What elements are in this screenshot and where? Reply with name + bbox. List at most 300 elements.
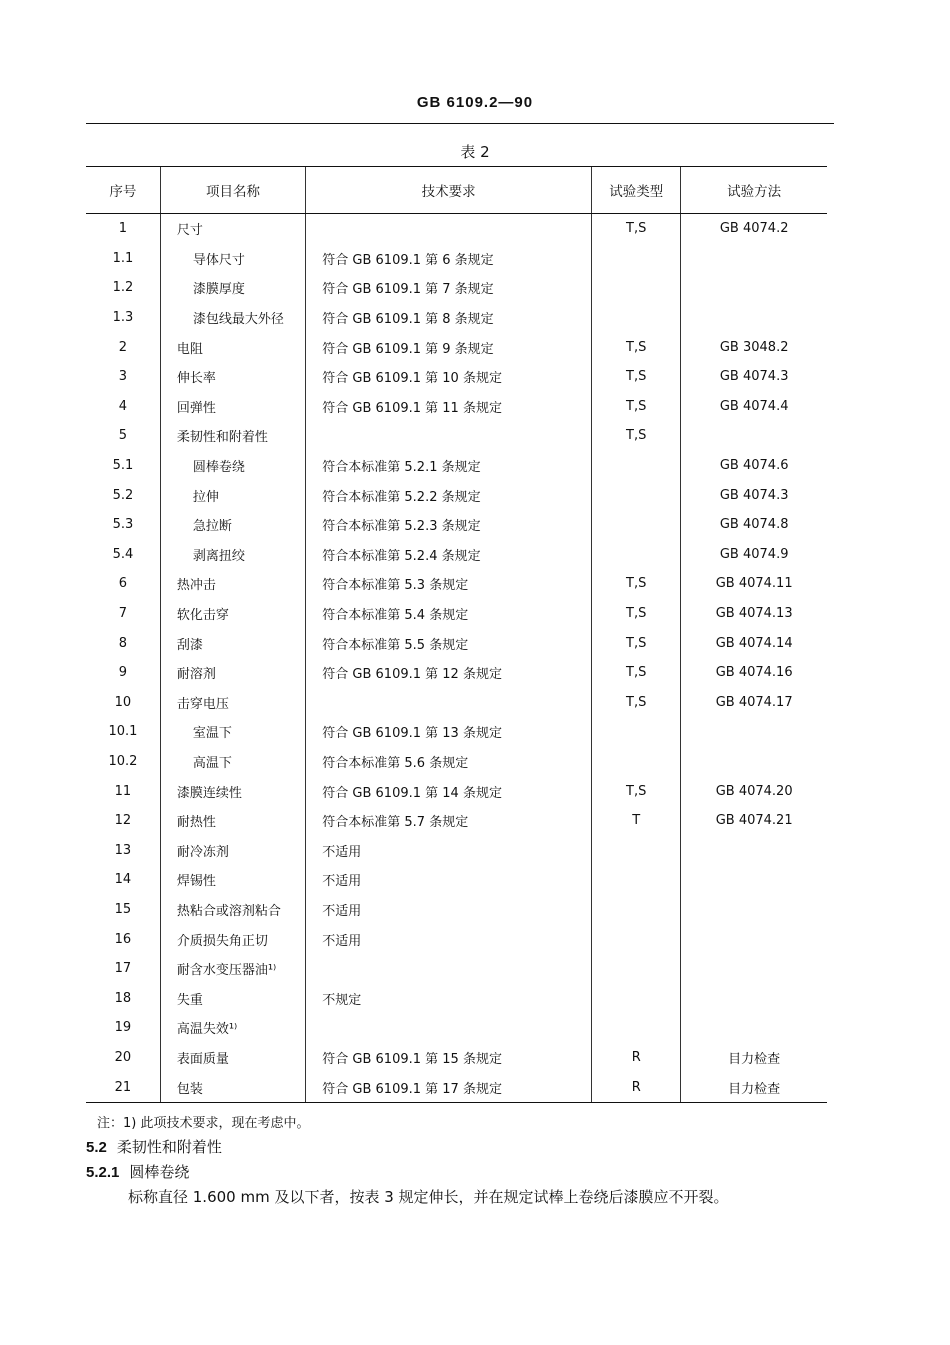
technical-requirement-cell	[306, 421, 592, 451]
row-number: 9	[118, 665, 128, 681]
technical-requirement: 符合本标准第 5.6 条规定	[322, 755, 469, 771]
table-row	[86, 1013, 827, 1043]
technical-requirement: 符合本标准第 5.2.3 条规定	[322, 519, 481, 535]
technical-requirement-cell	[306, 954, 592, 984]
test-type: T,S	[626, 428, 647, 444]
test-type: T,S	[626, 665, 647, 681]
technical-requirement-cell	[306, 1043, 592, 1073]
row-number-cell	[86, 421, 160, 451]
test-method-cell	[681, 628, 827, 658]
row-number: 21	[114, 1079, 132, 1095]
test-type: T,S	[626, 339, 647, 355]
row-number: 4	[118, 398, 128, 414]
item-name-cell	[160, 954, 305, 984]
test-type-cell	[592, 214, 681, 244]
row-number: 20	[114, 1049, 132, 1065]
row-number-cell	[86, 688, 160, 718]
test-method-cell	[681, 480, 827, 510]
column-header-no: 序号	[86, 167, 160, 214]
technical-requirement-cell	[306, 717, 592, 747]
column-header-requirement: 技术要求	[306, 167, 592, 214]
test-type: T	[632, 813, 641, 829]
item-name-cell	[160, 688, 305, 718]
row-number: 5.2	[112, 487, 134, 503]
row-number-cell	[86, 599, 160, 629]
technical-requirement: 符合本标准第 5.3 条规定	[322, 578, 469, 594]
row-number-cell	[86, 835, 160, 865]
test-method-cell	[681, 362, 827, 392]
test-type-cell	[592, 835, 681, 865]
test-method-cell	[681, 835, 827, 865]
technical-requirement-cell	[306, 244, 592, 274]
test-method: GB 4074.17	[715, 694, 793, 710]
technical-requirement: 不适用	[322, 933, 362, 949]
table-row	[86, 540, 827, 570]
table-row	[86, 510, 827, 540]
item-name-cell	[160, 214, 305, 244]
test-type: T,S	[626, 694, 647, 710]
item-name-cell	[160, 658, 305, 688]
technical-requirement	[306, 1020, 322, 1035]
item-name-cell	[160, 865, 305, 895]
test-method-cell	[681, 273, 827, 303]
technical-requirement-cell	[306, 983, 592, 1013]
test-method: GB 4074.6	[719, 458, 789, 474]
technical-requirement-cell	[306, 628, 592, 658]
item-name: 击穿电压	[176, 696, 229, 712]
item-name-cell	[160, 924, 305, 954]
test-method-cell	[681, 510, 827, 540]
test-method-cell	[681, 421, 827, 451]
row-number: 14	[114, 872, 132, 888]
row-number-cell	[86, 1043, 160, 1073]
row-number-cell	[86, 895, 160, 925]
technical-requirement	[306, 428, 322, 443]
item-name-cell	[160, 747, 305, 777]
test-method: 目力检查	[728, 1051, 781, 1067]
item-name-cell	[160, 806, 305, 836]
row-number-cell	[86, 540, 160, 570]
test-type-cell	[592, 983, 681, 1013]
row-number: 12	[114, 813, 132, 829]
table-row	[86, 776, 827, 806]
row-number-cell	[86, 510, 160, 540]
test-type-cell	[592, 510, 681, 540]
test-type-cell	[592, 540, 681, 570]
technical-requirement: 不适用	[322, 844, 362, 860]
test-type: T,S	[626, 783, 647, 799]
row-number-cell	[86, 865, 160, 895]
technical-requirement: 不规定	[322, 992, 362, 1008]
test-method: GB 4074.9	[719, 546, 789, 562]
test-method: GB 4074.14	[715, 635, 793, 651]
row-number: 17	[114, 961, 132, 977]
item-name: 耐溶剂	[176, 667, 216, 683]
test-type-cell	[592, 451, 681, 481]
table-row	[86, 392, 827, 422]
item-name: 耐热性	[176, 815, 216, 831]
test-method-cell	[681, 599, 827, 629]
item-name: 包装	[176, 1081, 203, 1097]
subsection-title: 圆棒卷绕	[129, 1163, 190, 1181]
technical-requirement: 符合 GB 6109.1 第 17 条规定	[322, 1081, 502, 1097]
row-number: 10.2	[108, 753, 138, 769]
test-method-cell	[681, 1043, 827, 1073]
item-name: 刮漆	[176, 637, 203, 653]
item-name-cell	[160, 983, 305, 1013]
item-name-cell	[160, 1013, 305, 1043]
item-name: 导体尺寸	[192, 252, 245, 268]
test-type: R	[631, 1049, 641, 1065]
test-type-cell	[592, 392, 681, 422]
item-name: 尺寸	[176, 223, 203, 239]
item-name: 拉伸	[192, 489, 219, 505]
test-type-cell	[592, 421, 681, 451]
technical-requirement-cell	[306, 569, 592, 599]
test-method: GB 4074.2	[719, 221, 789, 237]
test-method-cell	[681, 895, 827, 925]
technical-requirement: 符合 GB 6109.1 第 12 条规定	[322, 667, 502, 683]
row-number-cell	[86, 983, 160, 1013]
item-name-cell	[160, 421, 305, 451]
row-number: 5.4	[112, 546, 134, 562]
test-method-cell	[681, 1013, 827, 1043]
item-name-cell	[160, 244, 305, 274]
item-name-cell	[160, 451, 305, 481]
technical-requirement: 符合 GB 6109.1 第 6 条规定	[322, 252, 494, 268]
item-name-cell	[160, 776, 305, 806]
item-name-cell	[160, 569, 305, 599]
row-number: 1.1	[112, 250, 134, 266]
row-number: 5.3	[112, 517, 134, 533]
table-row	[86, 599, 827, 629]
item-name: 柔韧性和附着性	[176, 430, 268, 446]
table-row	[86, 747, 827, 777]
test-type-cell	[592, 954, 681, 984]
test-type-cell	[592, 244, 681, 274]
test-type-cell	[592, 628, 681, 658]
technical-requirement-cell	[306, 658, 592, 688]
column-header-name: 项目名称	[160, 167, 305, 214]
test-method: GB 4074.3	[719, 487, 789, 503]
technical-requirement: 符合 GB 6109.1 第 14 条规定	[322, 785, 502, 801]
item-name-cell	[160, 303, 305, 333]
column-header-test-type: 试验类型	[592, 167, 681, 214]
item-name: 圆棒卷绕	[192, 460, 245, 476]
table-row	[86, 924, 827, 954]
technical-requirement: 符合本标准第 5.4 条规定	[322, 608, 469, 624]
test-type: T,S	[626, 606, 647, 622]
test-method-cell	[681, 569, 827, 599]
item-name: 热粘合或溶剂粘合	[176, 903, 281, 919]
table-row	[86, 244, 827, 274]
section-heading	[86, 1136, 222, 1157]
item-name-cell	[160, 1043, 305, 1073]
technical-requirement: 符合 GB 6109.1 第 13 条规定	[322, 726, 502, 742]
test-method: GB 4074.13	[715, 606, 793, 622]
test-method-cell	[681, 688, 827, 718]
row-number: 8	[118, 635, 128, 651]
item-name: 耐冷冻剂	[176, 844, 229, 860]
technical-requirement-cell	[306, 747, 592, 777]
test-method-cell	[681, 776, 827, 806]
test-method-cell	[681, 806, 827, 836]
item-name: 软化击穿	[176, 608, 229, 624]
technical-requirement: 符合本标准第 5.7 条规定	[322, 815, 469, 831]
technical-requirement	[306, 961, 322, 976]
row-number: 11	[114, 783, 132, 799]
technical-requirement-cell	[306, 895, 592, 925]
test-type-cell	[592, 1043, 681, 1073]
item-name-cell	[160, 717, 305, 747]
table-row	[86, 273, 827, 303]
technical-requirement: 符合本标准第 5.2.1 条规定	[322, 460, 481, 476]
table-row	[86, 688, 827, 718]
row-number: 10	[114, 694, 132, 710]
table-row	[86, 628, 827, 658]
table-row	[86, 421, 827, 451]
row-number: 1	[118, 221, 128, 237]
technical-requirement: 符合本标准第 5.2.2 条规定	[322, 489, 481, 505]
test-method: GB 4074.3	[719, 369, 789, 385]
test-method-cell	[681, 244, 827, 274]
row-number: 6	[118, 576, 128, 592]
technical-requirement: 符合本标准第 5.2.4 条规定	[322, 548, 481, 564]
table-row	[86, 954, 827, 984]
row-number-cell	[86, 214, 160, 244]
item-name: 耐含水变压器油¹⁾	[176, 963, 277, 979]
table-row	[86, 362, 827, 392]
technical-requirement-cell	[306, 1072, 592, 1102]
technical-requirement-cell	[306, 806, 592, 836]
row-number-cell	[86, 747, 160, 777]
test-type-cell	[592, 362, 681, 392]
item-name: 急拉断	[192, 519, 232, 535]
test-type-cell	[592, 569, 681, 599]
technical-requirement	[306, 695, 322, 710]
item-name: 高温下	[192, 755, 232, 771]
test-type: T,S	[626, 221, 647, 237]
item-name-cell	[160, 362, 305, 392]
test-type-cell	[592, 273, 681, 303]
row-number-cell	[86, 1013, 160, 1043]
test-type: R	[631, 1079, 641, 1095]
test-type-cell	[592, 658, 681, 688]
header-rule	[86, 123, 834, 124]
item-name: 回弹性	[176, 400, 216, 416]
technical-requirement: 符合本标准第 5.5 条规定	[322, 637, 469, 653]
table-row	[86, 717, 827, 747]
row-number-cell	[86, 480, 160, 510]
row-number: 10.1	[108, 724, 138, 740]
technical-requirement-cell	[306, 480, 592, 510]
subsection-heading	[86, 1161, 189, 1182]
test-method-cell	[681, 954, 827, 984]
test-type: T,S	[626, 576, 647, 592]
technical-requirement-cell	[306, 776, 592, 806]
item-name-cell	[160, 480, 305, 510]
test-method: GB 4074.20	[715, 783, 793, 799]
table-row	[86, 480, 827, 510]
item-name-cell	[160, 540, 305, 570]
test-method-cell	[681, 451, 827, 481]
row-number: 1.3	[112, 310, 134, 326]
item-name: 失重	[176, 992, 203, 1008]
row-number: 5.1	[112, 458, 134, 474]
test-method-cell	[681, 658, 827, 688]
table-row	[86, 569, 827, 599]
test-method-cell	[681, 392, 827, 422]
row-number-cell	[86, 569, 160, 599]
test-method-cell	[681, 540, 827, 570]
table-footnote: 注：1) 此项技术要求，现在考虑中。	[97, 1116, 310, 1131]
test-type-cell	[592, 717, 681, 747]
row-number: 5	[118, 428, 128, 444]
row-number-cell	[86, 1072, 160, 1102]
row-number: 2	[118, 339, 128, 355]
technical-requirement: 符合 GB 6109.1 第 11 条规定	[322, 400, 502, 416]
item-name-cell	[160, 273, 305, 303]
row-number: 3	[118, 369, 128, 385]
technical-requirement-cell	[306, 510, 592, 540]
item-name-cell	[160, 895, 305, 925]
row-number-cell	[86, 244, 160, 274]
subsection-number: 5.2.1	[86, 1164, 120, 1181]
test-type-cell	[592, 688, 681, 718]
test-method-cell	[681, 303, 827, 333]
item-name: 高温失效¹⁾	[176, 1022, 238, 1038]
test-method-cell	[681, 717, 827, 747]
item-name: 漆膜连续性	[176, 785, 242, 801]
test-type-cell	[592, 1013, 681, 1043]
row-number-cell	[86, 332, 160, 362]
technical-requirement-cell	[306, 865, 592, 895]
row-number-cell	[86, 303, 160, 333]
technical-requirement: 符合 GB 6109.1 第 8 条规定	[322, 312, 494, 328]
test-type: T,S	[626, 635, 647, 651]
test-method-cell	[681, 747, 827, 777]
item-name-cell	[160, 1072, 305, 1102]
table-row	[86, 658, 827, 688]
row-number-cell	[86, 954, 160, 984]
test-type: T,S	[626, 369, 647, 385]
test-method: GB 4074.4	[719, 398, 789, 414]
technical-requirement: 符合 GB 6109.1 第 15 条规定	[322, 1051, 502, 1067]
column-header-test-method: 试验方法	[681, 167, 827, 214]
spec-table	[86, 166, 827, 1103]
table-row	[86, 214, 827, 244]
item-name-cell	[160, 510, 305, 540]
row-number-cell	[86, 273, 160, 303]
item-name: 介质损失角正切	[176, 933, 268, 949]
technical-requirement-cell	[306, 688, 592, 718]
table-row	[86, 1043, 827, 1073]
row-number: 7	[118, 606, 128, 622]
test-type-cell	[592, 332, 681, 362]
item-name: 漆包线最大外径	[192, 312, 284, 328]
item-name-cell	[160, 332, 305, 362]
row-number: 18	[114, 990, 132, 1006]
test-method-cell	[681, 983, 827, 1013]
row-number-cell	[86, 806, 160, 836]
technical-requirement: 符合 GB 6109.1 第 9 条规定	[322, 341, 494, 357]
test-method: 目力检查	[728, 1081, 781, 1097]
test-method: GB 3048.2	[719, 339, 789, 355]
test-type-cell	[592, 747, 681, 777]
test-method-cell	[681, 924, 827, 954]
row-number-cell	[86, 924, 160, 954]
technical-requirement: 符合 GB 6109.1 第 7 条规定	[322, 282, 494, 298]
item-name-cell	[160, 599, 305, 629]
table-row	[86, 983, 827, 1013]
test-type-cell	[592, 1072, 681, 1102]
test-type-cell	[592, 303, 681, 333]
item-name: 热冲击	[176, 578, 216, 594]
row-number-cell	[86, 362, 160, 392]
test-method-cell	[681, 332, 827, 362]
table-header-row	[86, 167, 827, 214]
row-number: 15	[114, 901, 132, 917]
row-number: 1.2	[112, 280, 134, 296]
item-name: 表面质量	[176, 1051, 229, 1067]
test-method-cell	[681, 865, 827, 895]
test-method: GB 4074.11	[715, 576, 793, 592]
table-row	[86, 835, 827, 865]
item-name-cell	[160, 835, 305, 865]
test-type-cell	[592, 895, 681, 925]
item-name: 漆膜厚度	[192, 282, 245, 298]
technical-requirement	[306, 221, 322, 236]
row-number-cell	[86, 628, 160, 658]
row-number: 16	[114, 931, 132, 947]
technical-requirement-cell	[306, 1013, 592, 1043]
section-title: 柔韧性和附着性	[116, 1138, 222, 1156]
test-method: GB 4074.8	[719, 517, 789, 533]
technical-requirement: 不适用	[322, 874, 362, 890]
item-name: 伸长率	[176, 371, 216, 387]
test-method: GB 4074.16	[715, 665, 793, 681]
item-name: 焊锡性	[176, 874, 216, 890]
technical-requirement-cell	[306, 835, 592, 865]
test-type-cell	[592, 865, 681, 895]
table-caption: 表 2	[460, 143, 490, 161]
document-header: GB 6109.2—90	[416, 94, 534, 111]
technical-requirement-cell	[306, 599, 592, 629]
technical-requirement-cell	[306, 392, 592, 422]
table-row	[86, 451, 827, 481]
body-paragraph: 标称直径 1.600 mm 及以下者，按表 3 规定伸长，并在规定试棒上卷绕后漆膜应不开裂。	[128, 1188, 729, 1206]
item-name: 剥离扭绞	[192, 548, 245, 564]
item-name: 室温下	[192, 726, 232, 742]
row-number-cell	[86, 776, 160, 806]
row-number-cell	[86, 451, 160, 481]
test-method: GB 4074.21	[715, 813, 793, 829]
row-number: 13	[114, 842, 132, 858]
item-name-cell	[160, 628, 305, 658]
technical-requirement-cell	[306, 540, 592, 570]
table-row	[86, 806, 827, 836]
technical-requirement-cell	[306, 273, 592, 303]
section-number: 5.2	[86, 1139, 107, 1156]
row-number-cell	[86, 392, 160, 422]
test-type-cell	[592, 924, 681, 954]
test-method-cell	[681, 1072, 827, 1102]
technical-requirement-cell	[306, 332, 592, 362]
technical-requirement-cell	[306, 214, 592, 244]
table-row	[86, 303, 827, 333]
test-method-cell	[681, 214, 827, 244]
technical-requirement: 符合 GB 6109.1 第 10 条规定	[322, 371, 502, 387]
